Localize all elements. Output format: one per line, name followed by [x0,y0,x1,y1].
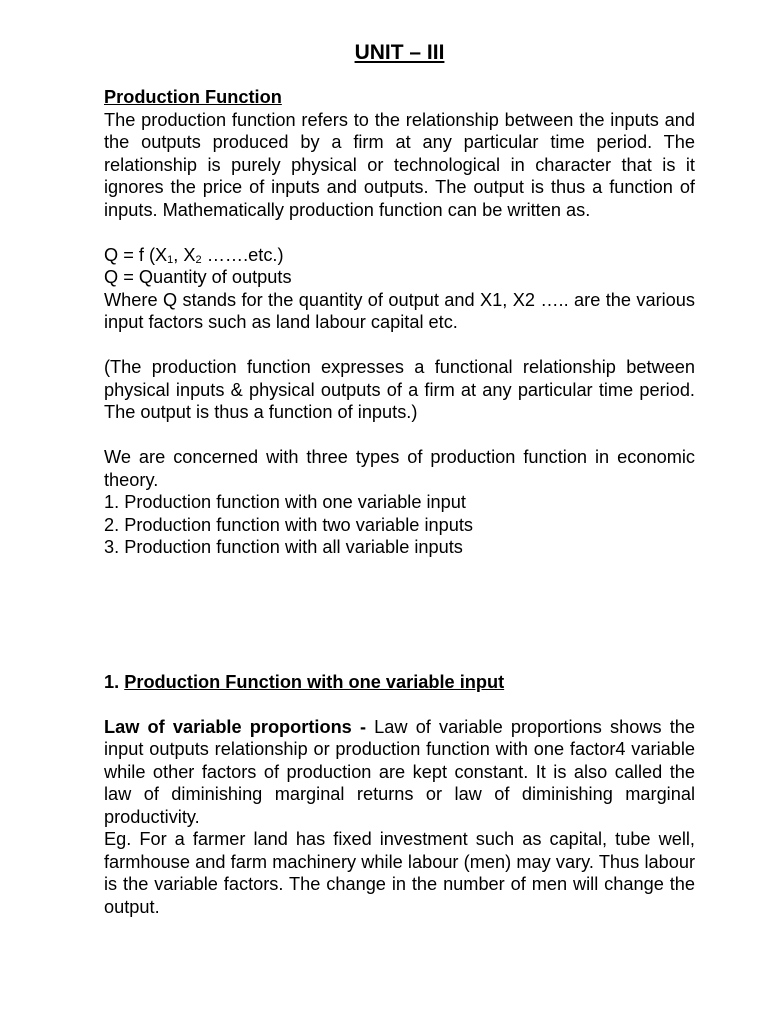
law-text: Law of variable proportions shows the input outputs relationship or production function with one factor4 variable while other factors of production are kept constant. It is also called the law of diminishing marginal returns or law of diminishing marginal productivity. [104,716,695,827]
spacer [104,334,695,357]
production-function-heading: Production Function [104,87,282,107]
law-of-variable-proportions [104,716,695,829]
q-definition: Q = Quantity of outputs [104,267,292,287]
spacer [104,559,695,671]
farmer-example: Eg. For a farmer land has fixed investment such as capital, tube well, farmhouse and farm machinery while labour (men) may vary. Thus labour is the variable factors. The change in the number of men will change the output. [104,829,695,917]
spacer [104,693,695,716]
parenthetical-note: (The production function expresses a functional relationship between physical inputs & physical outputs of a firm at any particular time period. The output is thus a function of inputs.) [104,357,695,422]
spacer [104,424,695,447]
production-function-intro: The production function refers to the relationship between the inputs and the outputs produced by a firm at any particular time period. The relationship is purely physical or technological in character that is it ignores the price of inputs and outputs. The output is thus a function of inputs. Mathematically production function can be written as. [104,109,695,220]
section-heading-one-variable [104,671,695,694]
law-term: Law of variable proportions - [104,716,367,737]
where-explanation: Where Q stands for the quantity of output and X1, X2 ….. are the various input factors such as land labour capital etc. [104,289,695,332]
production-formula: Q = f ($X_1$, $X_2$ …….etc.) [104,244,284,266]
document-page [104,40,695,918]
production-types-list [104,491,695,559]
unit-title: UNIT – III [354,41,445,64]
list-item: 1. Production function with one variable input [104,492,466,512]
types-intro: We are concerned with three types of production function in economic theory. [104,447,695,490]
section-title: Production Function with one variable input [124,671,505,692]
section-number: 1. [104,671,125,692]
list-item: 2. Production function with two variable inputs [104,514,474,535]
spacer [104,221,695,244]
list-item: 3. Production function with all variable inputs [104,537,463,557]
